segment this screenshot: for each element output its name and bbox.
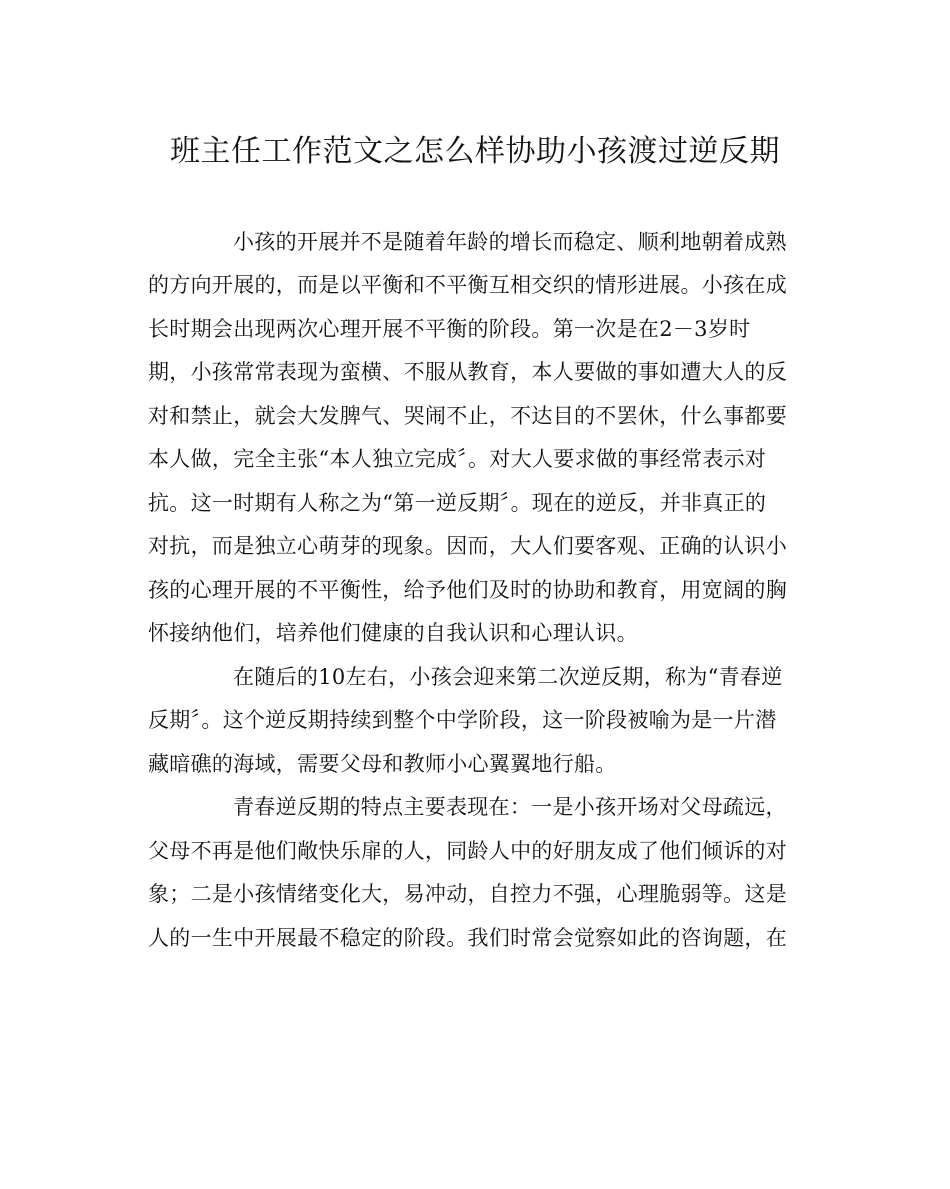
paragraph-line: 孩的心理开展的不平衡性，给予他们及时的协助和教育，用宽阔的胸 (148, 578, 787, 602)
paragraph-line: 本人做，完全主张“本人独立完成〞。对大人要求做的事经常表示对 (148, 447, 767, 471)
paragraph-line: 对和禁止，就会大发脾气、哭闹不止，不达目的不罢休，什么事都要 (148, 404, 787, 428)
paragraph-line: 在随后的10左右，小孩会迎来第二次逆反期，称为“青春逆 (233, 665, 783, 689)
paragraph-line: 象；二是小孩情绪变化大，易冲动，自控力不强，心理脆弱等。这是 (148, 882, 787, 906)
paragraph-line: 抗。这一时期有人称之为“第一逆反期〞。现在的逆反，并非真正的 (148, 491, 767, 515)
paragraph-line: 怀接纳他们，培养他们健康的自我认识和心理认识。 (148, 621, 638, 645)
paragraph-line: 父母不再是他们敞快乐扉的人，同龄人中的好朋友成了他们倾诉的对 (148, 839, 787, 863)
paragraph-line: 对抗，而是独立心萌芽的现象。因而，大人们要客观、正确的认识小 (148, 534, 787, 558)
paragraph-line: 反期〞。这个逆反期持续到整个中学阶段，这一阶段被喻为是一片潜 (148, 708, 777, 732)
paragraph-line: 青春逆反期的特点主要表现在：一是小孩开场对父母疏远， (233, 795, 787, 819)
paragraph-line: 人的一生中开展最不稳定的阶段。我们时常会觉察如此的咨询题，在 (148, 926, 787, 950)
paragraph-line: 藏暗礁的海域，需要父母和教师小心翼翼地行船。 (148, 752, 617, 776)
paragraph-line: 的方向开展的，而是以平衡和不平衡互相交织的情形进展。小孩在成 (148, 273, 787, 297)
paragraph-line: 长时期会出现两次心理开展不平衡的阶段。第一次是在2－3岁时 (148, 317, 751, 341)
paragraph-line: 小孩的开展并不是随着年龄的增长而稳定、顺利地朝着成熟 (233, 230, 787, 254)
paragraph-line: 期，小孩常常表现为蛮横、不服从教育，本人要做的事如遭大人的反 (148, 360, 787, 384)
document-title: 班主任工作范文之怎么样协助小孩渡过逆反期 (170, 134, 780, 169)
